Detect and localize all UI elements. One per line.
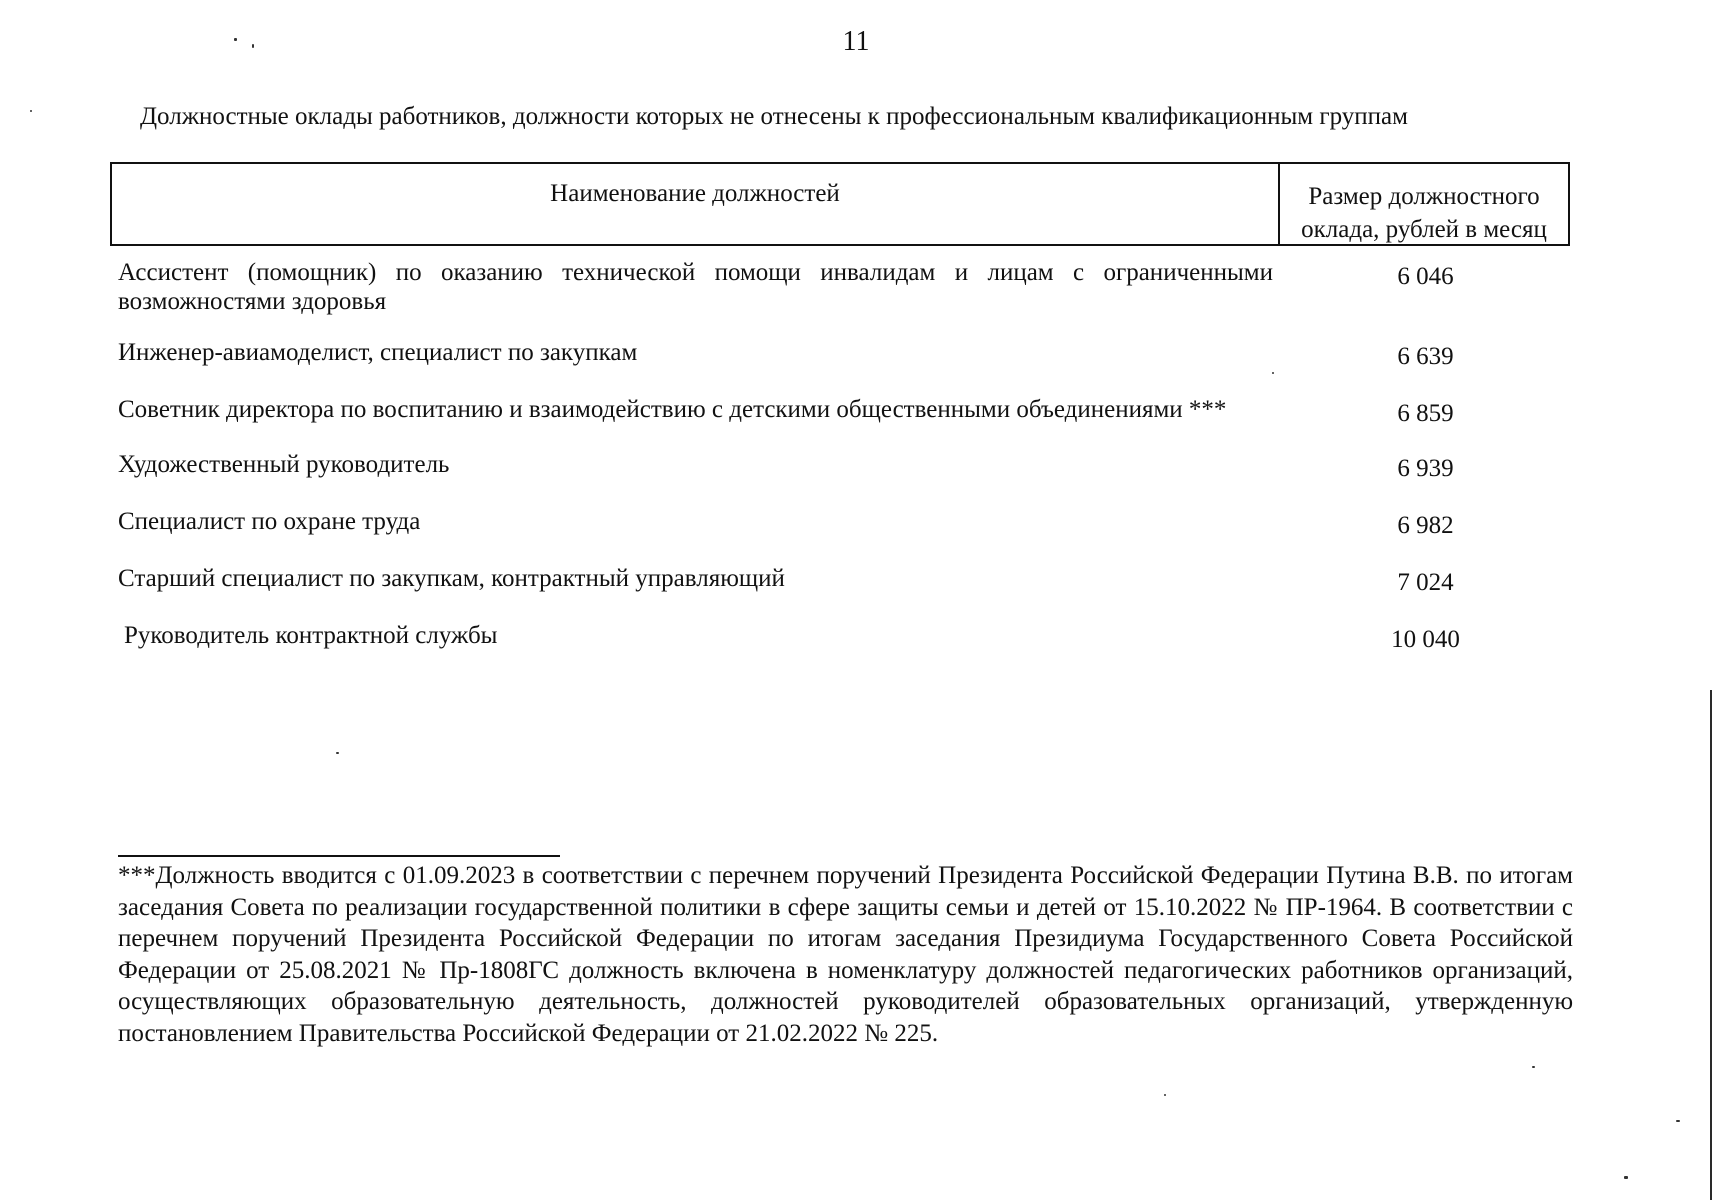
- scan-speck: [1676, 1120, 1680, 1122]
- position-name: Советник директора по воспитанию и взаимодействию с детскими общественными объединениями ***: [118, 396, 1227, 423]
- scan-speck: [30, 110, 32, 112]
- salary-value: 6 939: [1397, 455, 1454, 482]
- table-row: [118, 395, 1570, 428]
- position-name: Специалист по охране труда: [118, 508, 421, 535]
- salary-value: 6 046: [1397, 263, 1454, 290]
- footnote-divider: [118, 855, 560, 857]
- position-name: Художественный руководитель: [118, 451, 450, 478]
- table-row: [118, 338, 1570, 371]
- salary-value: 6 639: [1397, 343, 1454, 370]
- scan-speck: [1532, 1066, 1535, 1068]
- salary-table-rows: [118, 258, 1570, 676]
- position-name: Ассистент (помощник) по оказанию технической помощи инвалидам и лицам с ограниченными возможностями здоровья: [118, 259, 1273, 315]
- document-heading: Должностные оклады работников, должности которых не отнесены к профессиональным квалификационным группам: [140, 103, 1408, 130]
- scan-speck: [1624, 1176, 1628, 1179]
- salary-value: 10 040: [1391, 626, 1460, 653]
- table-row: [118, 258, 1570, 316]
- scan-speck: [252, 44, 254, 48]
- position-name: Инженер-авиамоделист, специалист по закупкам: [118, 339, 638, 366]
- scan-speck: [234, 38, 237, 41]
- table-row: [118, 564, 1570, 597]
- position-name: Руководитель контрактной службы: [124, 622, 498, 649]
- column-header-position-name: Наименование должностей: [112, 164, 1280, 244]
- salary-value: 7 024: [1397, 569, 1454, 596]
- table-row: [118, 621, 1570, 654]
- scan-speck: [1272, 372, 1274, 374]
- page-number: 11: [842, 26, 870, 57]
- salary-value: 6 859: [1397, 400, 1454, 427]
- column-header-salary: Размер должностного оклада, рублей в месяц: [1301, 183, 1547, 243]
- position-name: Старший специалист по закупкам, контрактный управляющий: [118, 565, 785, 592]
- salary-value: 6 982: [1397, 512, 1454, 539]
- table-row: [118, 450, 1570, 483]
- footnote-text: ***Должность вводится с 01.09.2023 в соответствии с перечнем поручений Президента Российской Федерации Путина В.В. по итогам заседания Совета по реализации государственной политики в сфере защиты семьи и детей от 15.10.2022 № ПР-1964. В соответствии с перечнем поручений Президента Российской Федерации по итогам заседания Президиума Государственного Совета Российской Федерации от 25.08.2021 № Пр-1808ГС должность включена в номенклатуру должностей педагогических работников организаций, осуществляющих образовательную деятельность, должностей руководителей образовательных организаций, утвержденную постановлением Правительства Российской Федерации от 21.02.2022 № 225.: [118, 862, 1573, 1047]
- table-row: [118, 507, 1570, 540]
- scan-speck: [336, 752, 339, 754]
- table-header: [110, 162, 1570, 246]
- scan-speck: [1164, 1094, 1166, 1096]
